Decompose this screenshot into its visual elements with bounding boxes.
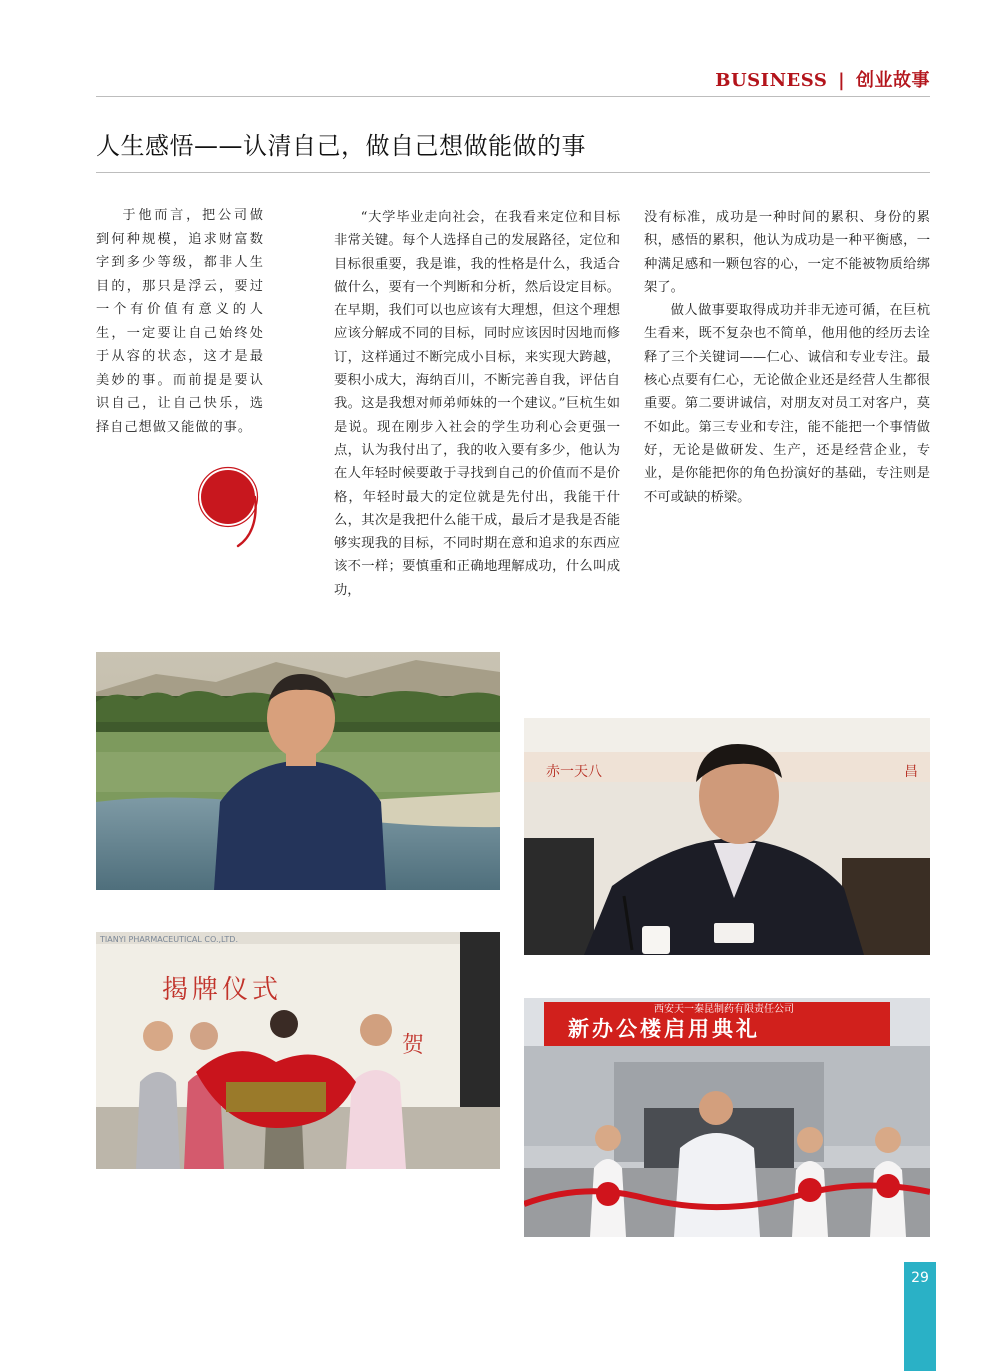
wall-text: 赤一天八	[546, 764, 602, 780]
section-cn: 创业故事	[856, 70, 930, 91]
header-rule	[96, 96, 930, 97]
headline-rule	[96, 172, 930, 173]
photo-man-signing	[524, 718, 930, 955]
body-column-3	[644, 206, 930, 509]
screen-title-text: 揭牌仪式	[162, 975, 283, 1005]
body-paragraph: 没有标准，成功是一种时间的累积、身份的累积，感悟的累积，他认为成功是一种平衡感，一种满足感和一颗包容的心，一定不能被物质给绑架了。	[644, 210, 930, 295]
screen-char: 贺	[402, 1033, 425, 1058]
decorative-nine-graphic	[198, 466, 266, 548]
screen-header-text: TIANYI PHARMACEUTICAL CO.,LTD.	[100, 935, 238, 944]
photo-unveiling-ceremony	[96, 932, 500, 1169]
article-headline: 人生感悟——认清自己，做自己想做能做的事	[96, 132, 586, 160]
running-head	[600, 66, 930, 92]
wall-char: 昌	[904, 764, 918, 780]
banner-company-text: 西安天一秦昆制药有限责任公司	[654, 1004, 794, 1015]
section-en: BUSINESS	[715, 70, 828, 91]
photo-landscape-portrait	[96, 652, 500, 890]
intro-paragraph: 于他而言，把公司做到何种规模，追求财富数字到多少等级，都非人生目的，那只是浮云，要过一个有价值有意义的人生，一定要让自己始终处于从容的状态，这才是最美妙的事。而前提是要认识自己，让自己快乐，选择自己想做又能做的事。	[96, 208, 264, 435]
banner-ceremony-text: 新办公楼启用典礼	[568, 1017, 760, 1041]
body-paragraph: “大学毕业走向社会，在我看来定位和目标非常关键。每个人选择自己的发展路径，定位和目标很重要，我是谁，我的性格是什么，我适合做什么，要有一个判断和分析，然后设定目标。在早期，我们可以也应该有大理想，但这个理想应该分解成不同的目标，同时应该因时因地而修订，这样通过不断完成小目标，来实现大跨越，要积小成大，海纳百川，不断完善自我，评估自我。这是我想对师弟师妹的一个建议。”巨杭生如是说。现在刚步入社会的学生功利心会更强一点，认为我付出了，我的收入要有多少，他认为在人年轻时候要敢于寻找到自己的价值而不是价格，年轻时最大的定位就是先付出，我能干什么，其次是我把什么能干成，最后才是我是否能够实现我的目标，不同时期在意和追求的东西应该不一样；要慎重和正确地理解成功，什么叫成功，	[334, 210, 620, 598]
section-separator: |	[838, 70, 846, 91]
body-paragraph: 做人做事要取得成功并非无迹可循，在巨杭生看来，既不复杂也不简单，他用他的经历去诠释了三个关键词——仁心、诚信和专业专注。最核心点要有仁心，无论做企业还是经营人生都很重要。第二要讲诚信，对朋友对员工对客户，莫不如此。第三专业和专注，能不能把一个事情做好，无论是做研发、生产，还是经营企业，专业，是你能把你的角色扮演好的基础，专注则是不可或缺的桥梁。	[644, 303, 930, 505]
photo-opening-ceremony	[524, 998, 930, 1237]
page-number: 29	[911, 1270, 929, 1286]
body-column-2	[334, 206, 620, 602]
